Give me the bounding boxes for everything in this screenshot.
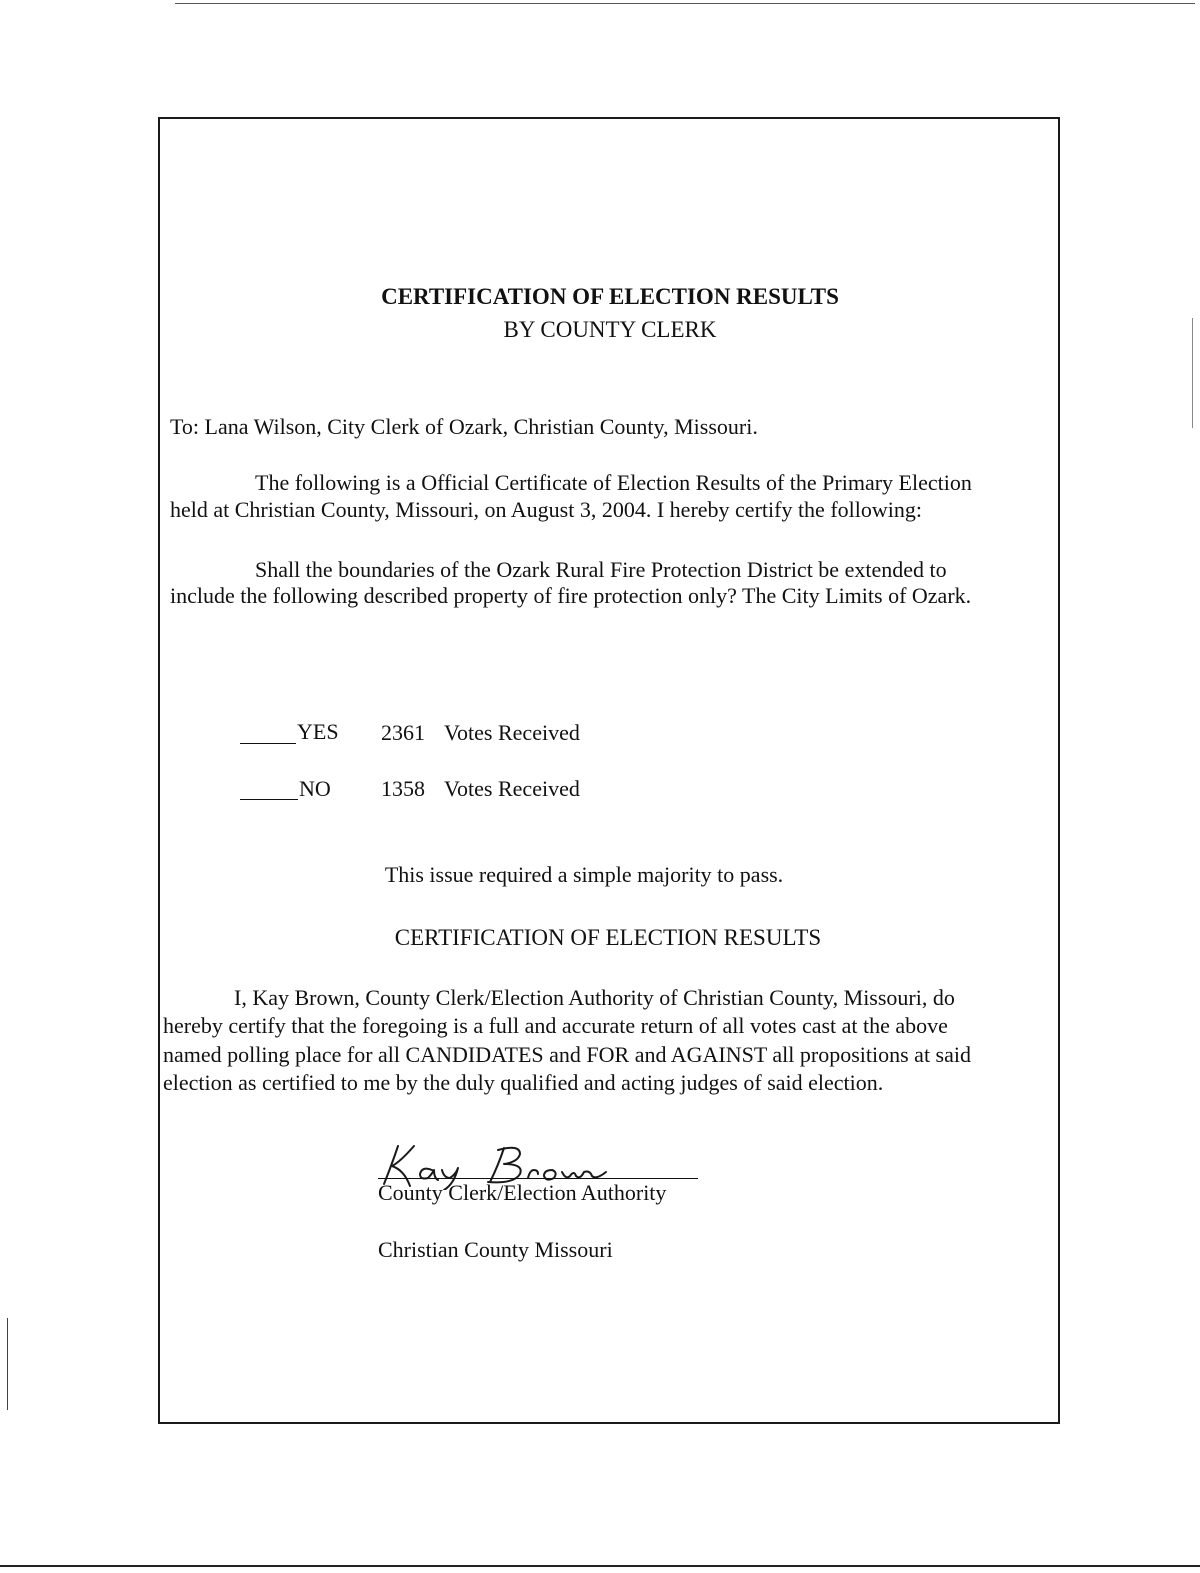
signature-title: County Clerk/Election Authority [378,1180,667,1205]
certification-line-4: election as certified to me by the duly qualified and acting judges of said election. [163,1070,884,1095]
county-line: Christian County Missouri [378,1237,613,1262]
certification-line-3: named polling place for all CANDIDATES and FOR and AGAINST all propositions at said [163,1042,971,1067]
certification-line-1: I, Kay Brown, County Clerk/Election Authority of Christian County, Missouri, do [234,985,955,1010]
yes-label: YES [297,719,339,744]
question-line-2: include the following described property of fire protection only? The City Limits of Ozark. [170,583,972,608]
question-line-1: Shall the boundaries of the Ozark Rural Fire Protection District be extended to [255,557,947,582]
signature-line [378,1178,698,1179]
certification-line-2: hereby certify that the foregoing is a full and accurate return of all votes cast at the above [163,1013,948,1038]
yes-blank-line [240,743,296,744]
no-votes-received: Votes Received [444,776,580,801]
addressee-line: To: Lana Wilson, City Clerk of Ozark, Christian County, Missouri. [170,414,758,439]
scan-edge-left [7,1318,8,1410]
document-subtitle: BY COUNTY CLERK [503,317,717,342]
scan-edge-top [175,3,1195,4]
no-label: NO [299,776,331,801]
intro-line-2: held at Christian County, Missouri, on August 3, 2004. I hereby certify the following: [170,497,922,522]
intro-line-1: The following is a Official Certificate of Election Results of the Primary Election [255,470,972,495]
no-blank-line [240,799,298,800]
certification-heading: CERTIFICATION OF ELECTION RESULTS [394,925,822,950]
yes-votes-received: Votes Received [444,720,580,745]
no-vote-count: 1358 [381,776,425,801]
scan-edge-bottom [0,1565,1200,1567]
document-border [158,117,1060,1424]
document-title: CERTIFICATION OF ELECTION RESULTS [381,284,839,309]
yes-vote-count: 2361 [381,720,425,745]
majority-note: This issue required a simple majority to pass. [384,862,784,887]
